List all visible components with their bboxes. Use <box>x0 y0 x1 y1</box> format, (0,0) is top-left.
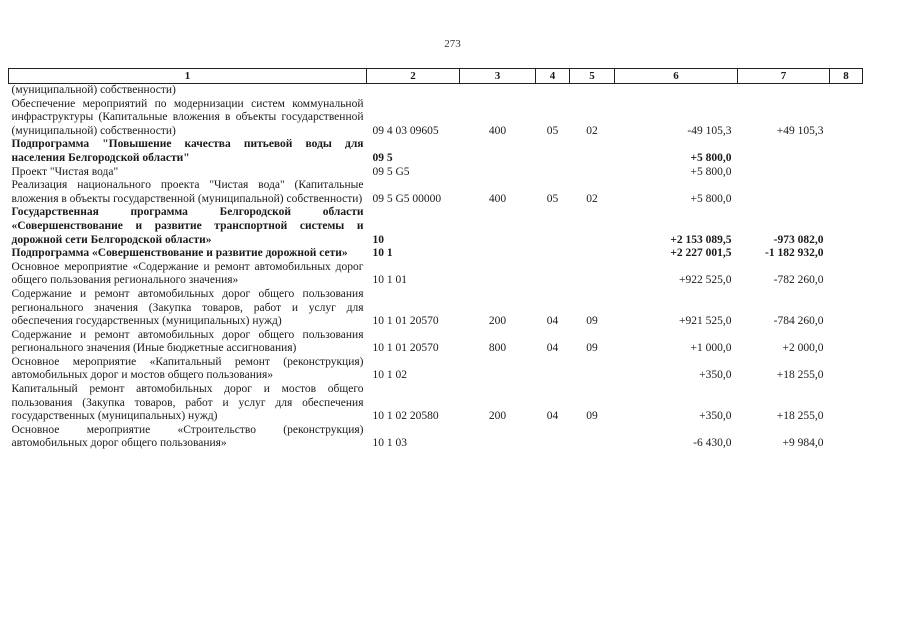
table-row <box>9 356 863 383</box>
table-row <box>9 288 863 329</box>
row-code-cell: 10 1 01 20570 <box>372 342 439 355</box>
row-column3-cell: 800 <box>488 342 507 355</box>
row-column7-cell: -784 260,0 <box>773 315 824 328</box>
row-name-cell: Реализация национального проекта "Чистая вода" (Капитальные вложения в объекты государственной (муниципальной) собственности) <box>11 179 364 205</box>
row-column7-cell <box>738 166 830 180</box>
row-name-cell: Содержание и ремонт автомобильных дорог общего пользования регионального значения (Иные бюджетные ассигнования) <box>11 328 364 355</box>
row-name-cell: Капитальный ремонт автомобильных дорог и мостов общего пользования (Закупка товаров, работ и услуг для обеспечения государственных (муниципальных) нужд) <box>11 383 364 423</box>
row-column6-cell: -49 105,3 <box>687 124 732 137</box>
row-column3-cell: 200 <box>488 410 507 423</box>
row-column6-cell: +2 153 089,5 <box>670 233 732 246</box>
row-column8-cell <box>830 424 863 451</box>
column-header: 5 <box>570 69 615 84</box>
row-column7-cell: +18 255,0 <box>776 369 824 382</box>
row-code-cell: 10 1 <box>372 247 393 260</box>
row-column6-cell: +922 525,0 <box>679 274 732 287</box>
column-header: 2 <box>367 69 460 84</box>
budget-table-wrap <box>8 68 862 451</box>
row-column7-cell: +18 255,0 <box>776 410 824 423</box>
budget-table <box>8 68 863 451</box>
table-row <box>9 383 863 424</box>
row-column3-cell <box>460 166 536 180</box>
column-header: 8 <box>830 69 863 84</box>
row-column8-cell <box>830 247 863 261</box>
row-column6-cell: +5 800,0 <box>690 192 732 205</box>
row-column7-cell <box>738 84 830 98</box>
row-column8-cell <box>830 98 863 139</box>
row-code-cell: 09 5 G5 <box>372 165 410 178</box>
row-code-cell: 10 1 01 <box>372 274 407 287</box>
row-code-cell: 09 4 03 09605 <box>372 124 439 137</box>
row-column4-cell: 04 <box>546 410 559 423</box>
row-column7-cell <box>738 138 830 165</box>
row-name-cell: Основное мероприятие «Строительство (реконструкция) автомобильных дорог общего пользования» <box>11 423 364 450</box>
row-column5-cell: 09 <box>586 410 598 423</box>
row-column7-cell: -1 182 932,0 <box>765 247 824 260</box>
row-column4-cell <box>536 247 570 261</box>
row-column7-cell: -782 260,0 <box>773 274 824 287</box>
table-row <box>9 84 863 98</box>
table-body <box>9 84 863 452</box>
row-column4-cell: 05 <box>546 192 559 205</box>
row-column4-cell <box>536 356 570 383</box>
row-name-cell: Проект "Чистая вода" <box>11 165 119 178</box>
column-header: 6 <box>615 69 738 84</box>
row-name-cell: (муниципальной) собственности) <box>11 84 176 96</box>
row-column6-cell <box>615 84 738 98</box>
table-row <box>9 247 863 261</box>
table-row <box>9 329 863 356</box>
row-column8-cell <box>830 138 863 165</box>
row-column5-cell <box>570 138 615 165</box>
row-column5-cell: 02 <box>586 192 598 205</box>
row-column3-cell <box>460 138 536 165</box>
row-column4-cell <box>536 206 570 247</box>
row-column5-cell <box>570 166 615 180</box>
table-row <box>9 98 863 139</box>
row-name-cell: Подпрограмма "Повышение качества питьевой воды для населения Белгородской области" <box>11 138 364 164</box>
row-column7-cell: +49 105,3 <box>776 124 824 137</box>
table-row <box>9 261 863 288</box>
row-column8-cell <box>830 261 863 288</box>
row-column3-cell <box>460 206 536 247</box>
row-code-cell: 09 5 G5 00000 <box>372 192 442 205</box>
row-column4-cell <box>536 84 570 98</box>
row-column8-cell <box>830 166 863 180</box>
row-column4-cell: 05 <box>546 124 559 137</box>
row-column8-cell <box>830 383 863 424</box>
row-name-cell: Основное мероприятие «Содержание и ремонт автомобильных дорог общего пользования регионального значения» <box>11 260 364 287</box>
row-column5-cell: 09 <box>586 342 598 355</box>
row-column6-cell: +1 000,0 <box>690 342 732 355</box>
row-column4-cell <box>536 261 570 288</box>
row-column3-cell <box>460 261 536 288</box>
row-column8-cell <box>830 206 863 247</box>
row-code-cell: 10 1 01 20570 <box>372 315 439 328</box>
row-column7-cell: -973 082,0 <box>773 233 824 246</box>
column-header: 1 <box>9 69 367 84</box>
row-column5-cell <box>570 261 615 288</box>
row-column6-cell: +350,0 <box>699 410 732 423</box>
row-column6-cell: -6 430,0 <box>693 437 732 450</box>
row-column3-cell <box>460 84 536 98</box>
row-column4-cell: 04 <box>546 315 559 328</box>
row-column7-cell: +9 984,0 <box>782 437 824 450</box>
row-code-cell <box>367 84 460 98</box>
row-column3-cell: 400 <box>488 124 507 137</box>
row-column3-cell: 400 <box>488 192 507 205</box>
row-code-cell: 10 1 02 <box>372 369 407 382</box>
column-header: 3 <box>460 69 536 84</box>
row-column8-cell <box>830 84 863 98</box>
page-number: 273 <box>444 38 461 50</box>
row-column7-cell: +2 000,0 <box>782 342 824 355</box>
table-row <box>9 166 863 180</box>
row-code-cell: 10 1 02 20580 <box>372 410 439 423</box>
row-column6-cell: +2 227 001,5 <box>670 247 732 260</box>
row-column6-cell: +350,0 <box>699 369 732 382</box>
row-column8-cell <box>830 329 863 356</box>
table-row <box>9 179 863 206</box>
row-column3-cell <box>460 247 536 261</box>
row-column5-cell <box>570 247 615 261</box>
row-column6-cell: +5 800,0 <box>690 165 732 178</box>
column-header: 7 <box>738 69 830 84</box>
row-name-cell: Содержание и ремонт автомобильных дорог общего пользования регионального значения (Закупка товаров, работ и услуг для обеспечения государственных (муниципальных) нужд) <box>11 287 364 328</box>
table-row <box>9 424 863 451</box>
row-column8-cell <box>830 356 863 383</box>
row-code-cell: 09 5 <box>372 151 393 164</box>
table-row <box>9 138 863 165</box>
row-column8-cell <box>830 288 863 329</box>
row-column7-cell <box>738 179 830 206</box>
row-column4-cell <box>536 166 570 180</box>
row-column6-cell: +921 525,0 <box>679 315 732 328</box>
row-column4-cell <box>536 138 570 165</box>
row-name-cell: Основное мероприятие «Капитальный ремонт (реконструкция) автомобильных дорог и мостов общего пользования» <box>11 355 364 382</box>
row-column5-cell: 02 <box>586 124 598 137</box>
row-column4-cell: 04 <box>546 342 559 355</box>
row-column5-cell <box>570 424 615 451</box>
row-column5-cell <box>570 356 615 383</box>
row-column6-cell: +5 800,0 <box>690 151 732 164</box>
row-name-cell: Обеспечение мероприятий по модернизации систем коммунальной инфраструктуры (Капитальные вложения в объекты государственной (муниципальной) собственности) <box>11 97 364 137</box>
table-header-row <box>9 69 863 84</box>
row-column3-cell <box>460 424 536 451</box>
row-column8-cell <box>830 179 863 206</box>
row-name-cell: Государственная программа Белгородской области «Совершенствование и развитие транспортной системы и дорожной сети Белгородской области» <box>11 206 364 246</box>
row-code-cell: 10 <box>372 233 384 246</box>
row-column5-cell <box>570 84 615 98</box>
row-column5-cell: 09 <box>586 315 598 328</box>
row-column4-cell <box>536 424 570 451</box>
row-name-cell: Подпрограмма «Совершенствование и развитие дорожной сети» <box>11 247 348 260</box>
row-column5-cell <box>570 206 615 247</box>
row-column3-cell <box>460 356 536 383</box>
column-header: 4 <box>536 69 570 84</box>
row-column3-cell: 200 <box>488 315 507 328</box>
table-row <box>9 206 863 247</box>
row-code-cell: 10 1 03 <box>372 437 407 450</box>
